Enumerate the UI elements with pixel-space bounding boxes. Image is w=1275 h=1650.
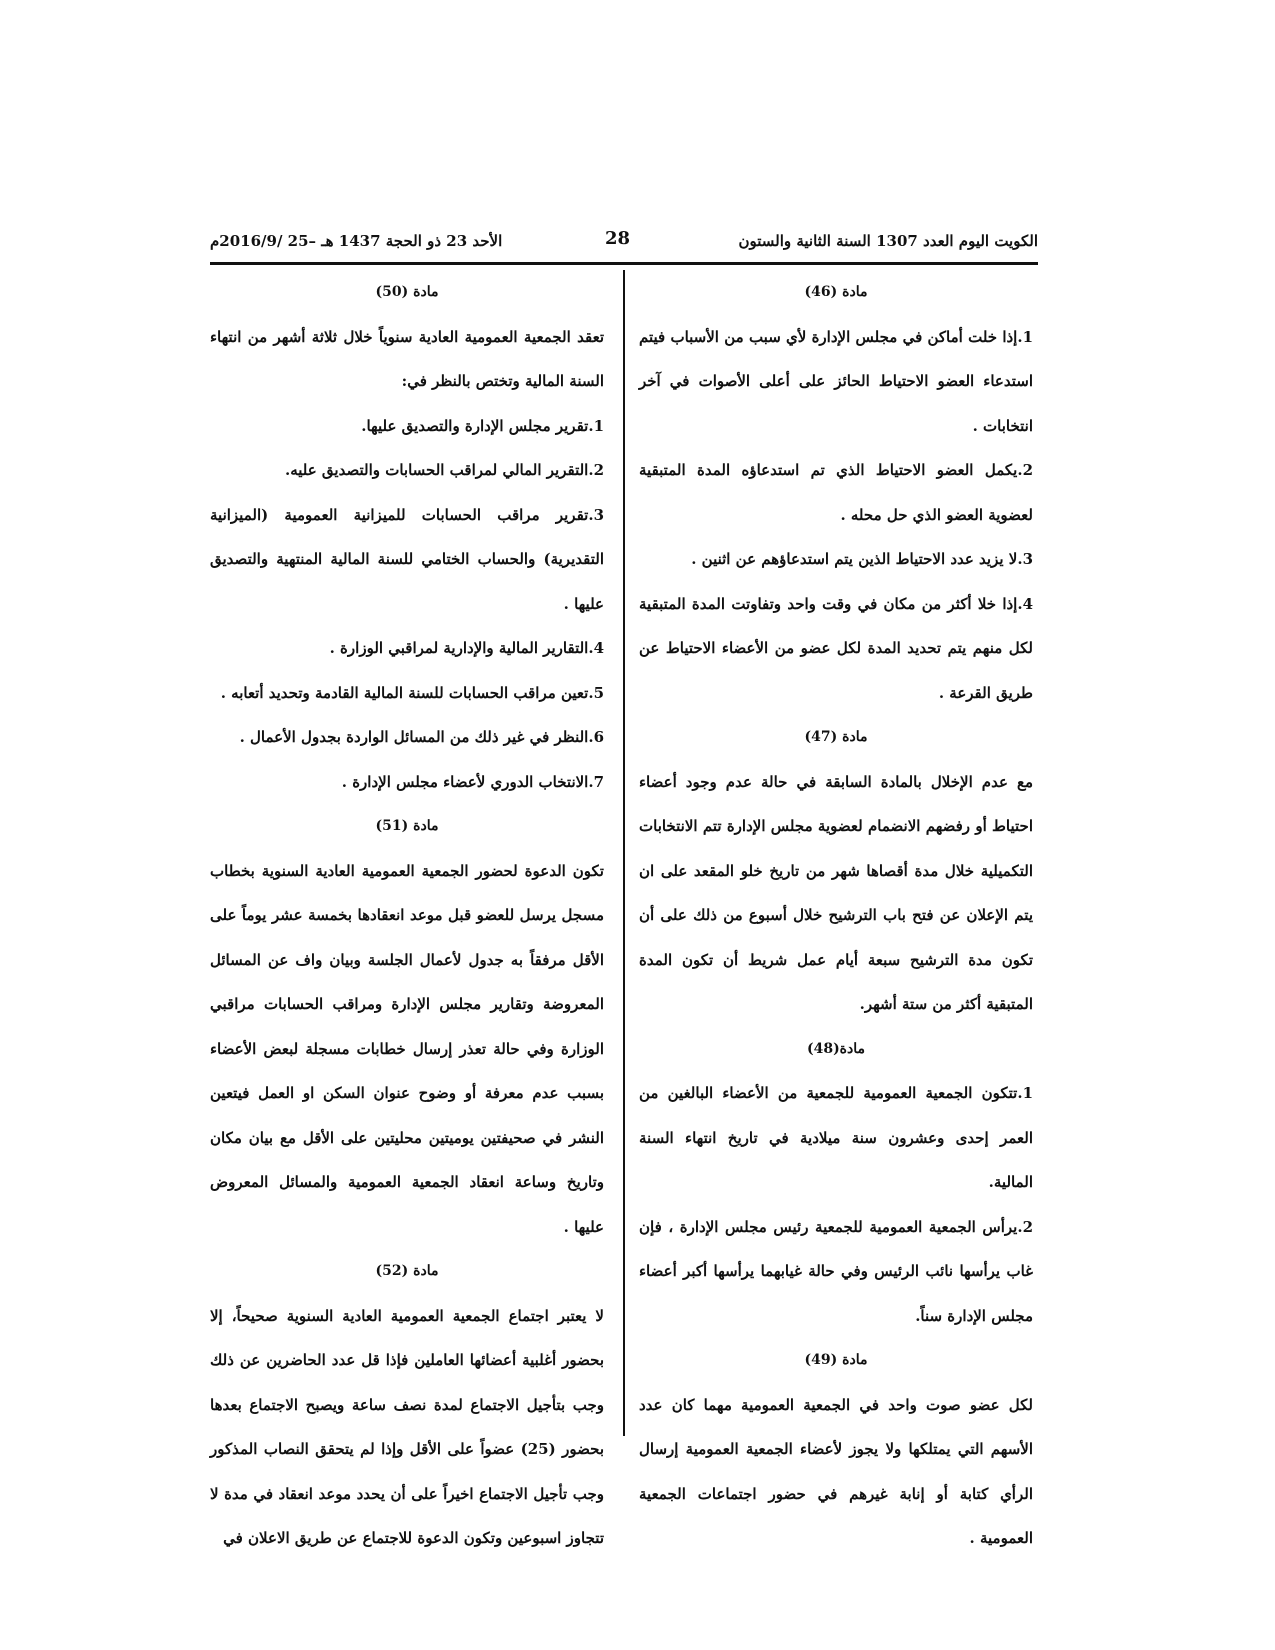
article-50-item-4: 4.التقارير المالية والإدارية لمراقبي الوزارة . [329, 639, 604, 657]
article-47-heading: مادة (47) [804, 729, 868, 745]
article-46-heading: مادة (46) [804, 284, 868, 300]
article-49-text: لكل عضو صوت واحد في الجمعية العمومية مهما كان عدد الأسهم التي يمتلكها ولا يجوز لأعضاء الجمعية العمومية إرسال الرأي كتابة أو إنابة غيرهم في حضور اجتماعات الجمعية العمومية . [639, 1395, 1033, 1547]
article-52-text: لا يعتبر اجتماع الجمعية العمومية العادية السنوية صحيحاً، إلا بحضور أغلبية أعضائها العاملين فإذا قل عدد الحاضرين عن ذلك وجب بتأجيل الاجتماع لمدة نصف ساعة ويصبح الاجتماع بعدها بحضور (25) عضواً على الأقل وإذا لم يتحقق النصاب المذكور وجب تأجيل الاجتماع اخيراً على أن يحدد موعد انعقاد في مدة لا تتجاوز اسبوعين وتكون الدعوة للاجتماع عن طريق الاعلان في [210, 1306, 604, 1547]
article-50-item-2: 2.التقرير المالي لمراقب الحسابات والتصديق عليه. [284, 461, 604, 479]
article-50-item-1: 1.تقرير مجلس الإدارة والتصديق عليها. [361, 416, 604, 435]
article-49-heading: مادة (49) [804, 1352, 868, 1368]
article-48-heading: مادة(48) [806, 1040, 866, 1057]
article-51-heading: مادة (51) [375, 818, 439, 834]
left-column [210, 270, 604, 1561]
issue-date: الأحد 23 ذو الحجة 1437 هـ –25 /2016/9م [210, 232, 503, 250]
header-rule [210, 262, 1038, 265]
article-50-heading: مادة (50) [375, 284, 439, 300]
article-50-text: تعقد الجمعية العمومية العادية سنوياً خلال ثلاثة أشهر من انتهاء السنة المالية وتختص بالنظر في: [210, 327, 604, 390]
article-52-heading: مادة (52) [375, 1263, 439, 1279]
page-header [210, 228, 1038, 258]
right-column [639, 270, 1033, 1561]
article-46-item-4: 4.إذا خلا أكثر من مكان في وقت واحد وتفاوتت المدة المتبقية لكل منهم يتم تحديد المدة لكل عضو من الأعضاء الاحتياط عن طريق القرعة . [639, 594, 1033, 702]
article-46-item-3: 3.لا يزيد عدد الاحتياط الذين يتم استدعاؤهم عن اثنين . [691, 550, 1033, 568]
article-47-text: مع عدم الإخلال بالمادة السابقة في حالة عدم وجود أعضاء احتياط أو رفضهم الانضمام لعضوية مجلس الإدارة تتم الانتخابات التكميلية خلال مدة أقصاها شهر من تاريخ خلو المقعد على ان يتم الإعلان عن فتح باب الترشيح خلال أسبوع من ذلك على أن تكون مدة الترشيح سبعة أيام عمل شريط أن تكون المدة المتبقية أكثر من ستة أشهر. [639, 772, 1033, 1013]
page-number: 28 [605, 228, 631, 249]
column-divider [623, 270, 625, 1436]
article-48-item-2: 2.يرأس الجمعية العمومية للجمعية رئيس مجلس الإدارة ، فإن غاب يرأسها نائب الرئيس وفي حالة غيابهما يرأسها أكبر أعضاء مجلس الإدارة سناً. [639, 1217, 1033, 1325]
article-50-item-6: 6.النظر في غير ذلك من المسائل الواردة بجدول الأعمال . [239, 728, 604, 746]
gazette-title: الكويت اليوم العدد 1307 السنة الثانية والستون [738, 232, 1038, 250]
article-46-item-2: 2.يكمل العضو الاحتياط الذي تم استدعاؤه المدة المتبقية لعضوية العضو الذي حل محله . [639, 461, 1033, 524]
article-46-item-1: 1.إذا خلت أماكن في مجلس الإدارة لأي سبب من الأسباب فيتم استدعاء العضو الاحتياط الحائز على أعلى الأصوات في آخر انتخابات . [639, 327, 1033, 435]
article-50-item-5: 5.تعين مراقب الحسابات للسنة المالية القادمة وتحديد أتعابه . [220, 683, 604, 702]
article-51-text: تكون الدعوة لحضور الجمعية العمومية العادية السنوية بخطاب مسجل يرسل للعضو قبل موعد انعقادها بخمسة عشر يوماً على الأقل مرفقاً به جدول لأعمال الجلسة وبيان واف عن المسائل المعروضة وتقارير مجلس الإدارة ومراقب الحسابات مراقبي الوزارة وفي حالة تعذر إرسال خطابات مسجلة لبعض الأعضاء بسبب عدم معرفة أو وضوح عنوان السكن او العمل فيتعين النشر في صحيفتين يوميتين محليتين على الأقل مع بيان مكان وتاريخ وساعة انعقاد الجمعية العمومية والمسائل المعروض عليها . [210, 861, 604, 1236]
article-48-item-1: 1.تتكون الجمعية العمومية للجمعية من الأعضاء البالغين من العمر إحدى وعشرون سنة ميلادية في تاريخ انتهاء السنة المالية. [639, 1084, 1033, 1191]
article-50-item-3: 3.تقرير مراقب الحسابات للميزانية العمومية (الميزانية التقديرية) والحساب الختامي للسنة المالية المنتهية والتصديق عليها . [210, 505, 604, 613]
article-50-item-7: 7.الانتخاب الدوري لأعضاء مجلس الإدارة . [341, 772, 604, 791]
